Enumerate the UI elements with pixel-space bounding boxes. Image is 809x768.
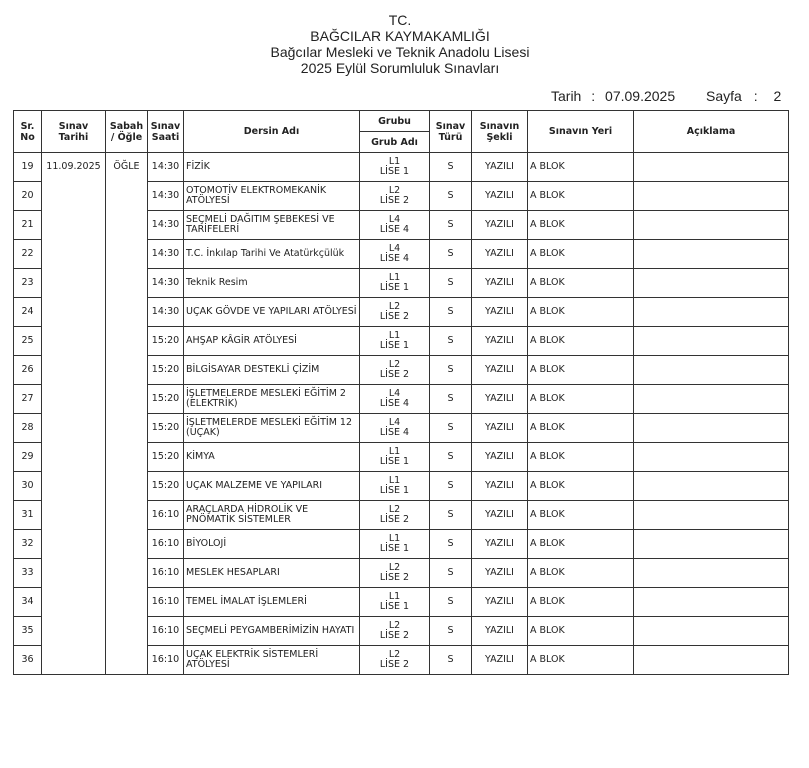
cell-session xyxy=(106,182,148,211)
table-row xyxy=(14,240,789,269)
cell-course-name: ARAÇLARDA HİDROLİK VE PNÖMATİK SİSTEMLER xyxy=(184,501,360,530)
cell-exam-date xyxy=(42,385,106,414)
table-row xyxy=(14,472,789,501)
table-row xyxy=(14,269,789,298)
group-code: L1 xyxy=(388,446,401,457)
group-code: L1 xyxy=(388,591,401,602)
cell-course-name: SEÇMELİ DAĞITIM ŞEBEKESİ VE TARİFELERİ xyxy=(184,211,360,240)
cell-exam-type: S xyxy=(430,182,472,211)
cell-exam-date xyxy=(42,356,106,385)
cell-sr-no: 19 xyxy=(14,153,42,182)
group-code: L4 xyxy=(388,214,401,225)
cell-exam-form: YAZILI xyxy=(472,646,528,675)
cell-exam-time: 14:30 xyxy=(148,269,184,298)
cell-group xyxy=(360,617,430,646)
cell-notes xyxy=(634,472,789,501)
cell-session xyxy=(106,240,148,269)
cell-session xyxy=(106,414,148,443)
cell-notes xyxy=(634,617,789,646)
cell-notes xyxy=(634,153,789,182)
cell-course-name: İŞLETMELERDE MESLEKİ EĞİTİM 12 (UÇAK) xyxy=(184,414,360,443)
col-header-session: Sabah / Öğle xyxy=(106,111,148,153)
col-header-exam-date: Sınav Tarihi xyxy=(42,111,106,153)
cell-sr-no: 25 xyxy=(14,327,42,356)
col-header-notes: Açıklama xyxy=(634,111,789,153)
cell-sr-no: 26 xyxy=(14,356,42,385)
cell-session xyxy=(106,501,148,530)
cell-group xyxy=(360,501,430,530)
cell-exam-type: S xyxy=(430,472,472,501)
cell-notes xyxy=(634,588,789,617)
cell-exam-type: S xyxy=(430,617,472,646)
cell-group xyxy=(360,385,430,414)
cell-exam-place: A BLOK xyxy=(528,182,634,211)
group-code: L1 xyxy=(388,533,401,544)
cell-exam-place: A BLOK xyxy=(528,646,634,675)
group-name: LİSE 4 xyxy=(379,253,410,264)
cell-exam-time: 14:30 xyxy=(148,182,184,211)
header-line-exam-title: 2025 Eylül Sorumluluk Sınavları xyxy=(300,60,500,76)
cell-exam-place: A BLOK xyxy=(528,356,634,385)
cell-exam-place: A BLOK xyxy=(528,385,634,414)
table-row xyxy=(14,327,789,356)
cell-notes xyxy=(634,327,789,356)
cell-exam-type: S xyxy=(430,240,472,269)
cell-exam-place: A BLOK xyxy=(528,327,634,356)
cell-notes xyxy=(634,443,789,472)
cell-exam-place: A BLOK xyxy=(528,530,634,559)
cell-sr-no: 27 xyxy=(14,385,42,414)
table-row xyxy=(14,182,789,211)
cell-sr-no: 32 xyxy=(14,530,42,559)
cell-exam-type: S xyxy=(430,153,472,182)
group-name: LİSE 1 xyxy=(379,166,410,177)
group-name: LİSE 1 xyxy=(379,340,410,351)
col-header-exam-place: Sınavın Yeri xyxy=(528,111,634,153)
cell-group xyxy=(360,211,430,240)
cell-exam-type: S xyxy=(430,385,472,414)
cell-course-name: UÇAK MALZEME VE YAPILARI xyxy=(184,472,360,501)
cell-exam-form: YAZILI xyxy=(472,269,528,298)
cell-course-name: AHŞAP KÂGİR ATÖLYESİ xyxy=(184,327,360,356)
cell-exam-time: 16:10 xyxy=(148,588,184,617)
group-code: L4 xyxy=(388,388,401,399)
cell-exam-date xyxy=(42,269,106,298)
cell-exam-form: YAZILI xyxy=(472,501,528,530)
cell-course-name: Teknik Resim xyxy=(184,269,360,298)
cell-course-name: KİMYA xyxy=(184,443,360,472)
cell-exam-place: A BLOK xyxy=(528,443,634,472)
cell-session xyxy=(106,327,148,356)
cell-exam-type: S xyxy=(430,588,472,617)
cell-group xyxy=(360,472,430,501)
group-name: LİSE 2 xyxy=(379,659,410,670)
col-header-course-name: Dersin Adı xyxy=(184,111,360,153)
table-row xyxy=(14,501,789,530)
cell-session xyxy=(106,559,148,588)
header-line-tc: TC. xyxy=(388,12,412,28)
table-row xyxy=(14,414,789,443)
group-code: L2 xyxy=(388,301,401,312)
group-name: LİSE 2 xyxy=(379,311,410,322)
cell-group xyxy=(360,646,430,675)
cell-exam-date: 11.09.2025 xyxy=(42,153,106,182)
header-line-school: Bağcılar Mesleki ve Teknik Anadolu Lisesi xyxy=(270,44,530,60)
cell-session xyxy=(106,443,148,472)
cell-session xyxy=(106,588,148,617)
date-info xyxy=(551,88,675,104)
cell-notes xyxy=(634,559,789,588)
group-name: LİSE 2 xyxy=(379,514,410,525)
cell-exam-type: S xyxy=(430,327,472,356)
group-name: LİSE 2 xyxy=(379,369,410,380)
group-name: LİSE 1 xyxy=(379,601,410,612)
page-separator: : xyxy=(753,88,758,104)
table-row xyxy=(14,443,789,472)
group-name: LİSE 2 xyxy=(379,195,410,206)
cell-course-name: MESLEK HESAPLARI xyxy=(184,559,360,588)
cell-course-name: OTOMOTİV ELEKTROMEKANİK ATÖLYESİ xyxy=(184,182,360,211)
table-row xyxy=(14,617,789,646)
date-value: 07.09.2025 xyxy=(605,88,676,104)
cell-exam-time: 15:20 xyxy=(148,472,184,501)
cell-exam-time: 15:20 xyxy=(148,356,184,385)
cell-session xyxy=(106,617,148,646)
page-number: 2 xyxy=(773,88,782,104)
cell-exam-date xyxy=(42,617,106,646)
cell-course-name: SEÇMELİ PEYGAMBERİMİZİN HAYATI xyxy=(184,617,360,646)
cell-exam-time: 16:10 xyxy=(148,530,184,559)
cell-exam-form: YAZILI xyxy=(472,588,528,617)
cell-exam-form: YAZILI xyxy=(472,530,528,559)
cell-exam-place: A BLOK xyxy=(528,588,634,617)
cell-exam-time: 14:30 xyxy=(148,211,184,240)
table-row xyxy=(14,588,789,617)
cell-exam-form: YAZILI xyxy=(472,414,528,443)
cell-exam-time: 15:20 xyxy=(148,327,184,356)
cell-exam-time: 15:20 xyxy=(148,443,184,472)
cell-group xyxy=(360,182,430,211)
cell-exam-date xyxy=(42,472,106,501)
cell-group xyxy=(360,298,430,327)
group-code: L1 xyxy=(388,272,401,283)
table-row xyxy=(14,298,789,327)
cell-session xyxy=(106,211,148,240)
cell-exam-place: A BLOK xyxy=(528,153,634,182)
cell-session xyxy=(106,385,148,414)
cell-notes xyxy=(634,356,789,385)
cell-exam-time: 14:30 xyxy=(148,240,184,269)
cell-exam-form: YAZILI xyxy=(472,240,528,269)
cell-notes xyxy=(634,269,789,298)
cell-group xyxy=(360,559,430,588)
cell-sr-no: 24 xyxy=(14,298,42,327)
cell-exam-place: A BLOK xyxy=(528,559,634,588)
cell-notes xyxy=(634,414,789,443)
cell-exam-date xyxy=(42,327,106,356)
cell-exam-type: S xyxy=(430,501,472,530)
cell-notes xyxy=(634,646,789,675)
cell-exam-form: YAZILI xyxy=(472,559,528,588)
cell-exam-type: S xyxy=(430,356,472,385)
page-label: Sayfa xyxy=(706,88,742,104)
cell-sr-no: 21 xyxy=(14,211,42,240)
cell-exam-type: S xyxy=(430,211,472,240)
cell-exam-place: A BLOK xyxy=(528,617,634,646)
col-header-sr-no: Sr. No xyxy=(14,111,42,153)
cell-group xyxy=(360,530,430,559)
group-code: L4 xyxy=(388,417,401,428)
cell-group xyxy=(360,443,430,472)
header-line-district: BAĞCILAR KAYMAKAMLIĞI xyxy=(310,28,490,44)
table-row xyxy=(14,559,789,588)
cell-sr-no: 29 xyxy=(14,443,42,472)
cell-notes xyxy=(634,530,789,559)
col-header-group: Grubu xyxy=(360,111,430,132)
group-name: LİSE 4 xyxy=(379,427,410,438)
cell-course-name: BİLGİSAYAR DESTEKLİ ÇİZİM xyxy=(184,356,360,385)
cell-exam-place: A BLOK xyxy=(528,269,634,298)
cell-session xyxy=(106,298,148,327)
table-row xyxy=(14,646,789,675)
group-code: L2 xyxy=(388,359,401,370)
cell-exam-time: 14:30 xyxy=(148,153,184,182)
cell-notes xyxy=(634,182,789,211)
cell-exam-form: YAZILI xyxy=(472,472,528,501)
cell-sr-no: 33 xyxy=(14,559,42,588)
group-name: LİSE 1 xyxy=(379,485,410,496)
group-code: L1 xyxy=(388,330,401,341)
cell-exam-date xyxy=(42,559,106,588)
cell-session: ÖĞLE xyxy=(106,153,148,182)
group-name: LİSE 2 xyxy=(379,630,410,641)
group-name: LİSE 2 xyxy=(379,572,410,583)
cell-exam-place: A BLOK xyxy=(528,472,634,501)
group-name: LİSE 4 xyxy=(379,398,410,409)
cell-exam-date xyxy=(42,646,106,675)
cell-exam-time: 15:20 xyxy=(148,385,184,414)
col-header-exam-type: Sınav Türü xyxy=(430,111,472,153)
cell-exam-place: A BLOK xyxy=(528,501,634,530)
cell-sr-no: 20 xyxy=(14,182,42,211)
date-separator: : xyxy=(591,88,596,104)
page-info xyxy=(706,88,781,104)
cell-exam-date xyxy=(42,443,106,472)
cell-exam-form: YAZILI xyxy=(472,617,528,646)
exam-schedule-table xyxy=(13,110,789,675)
cell-group xyxy=(360,356,430,385)
cell-sr-no: 28 xyxy=(14,414,42,443)
cell-exam-form: YAZILI xyxy=(472,182,528,211)
group-name: LİSE 1 xyxy=(379,456,410,467)
group-name: LİSE 4 xyxy=(379,224,410,235)
cell-exam-date xyxy=(42,182,106,211)
cell-course-name: FİZİK xyxy=(184,153,360,182)
cell-session xyxy=(106,530,148,559)
cell-exam-type: S xyxy=(430,646,472,675)
cell-exam-time: 16:10 xyxy=(148,646,184,675)
cell-notes xyxy=(634,211,789,240)
col-header-exam-time: Sınav Saati xyxy=(148,111,184,153)
group-code: L2 xyxy=(388,620,401,631)
table-row xyxy=(14,153,789,182)
group-code: L2 xyxy=(388,185,401,196)
cell-exam-time: 14:30 xyxy=(148,298,184,327)
cell-course-name: T.C. İnkılap Tarihi Ve Atatürkçülük xyxy=(184,240,360,269)
cell-course-name: TEMEL İMALAT İŞLEMLERİ xyxy=(184,588,360,617)
cell-session xyxy=(106,269,148,298)
group-name: LİSE 1 xyxy=(379,543,410,554)
cell-course-name: UÇAK ELEKTRİK SİSTEMLERİ ATÖLYESİ xyxy=(184,646,360,675)
cell-group xyxy=(360,414,430,443)
group-code: L2 xyxy=(388,649,401,660)
col-header-exam-form: Sınavın Şekli xyxy=(472,111,528,153)
cell-exam-form: YAZILI xyxy=(472,443,528,472)
cell-session xyxy=(106,646,148,675)
cell-group xyxy=(360,588,430,617)
group-name: LİSE 1 xyxy=(379,282,410,293)
cell-sr-no: 23 xyxy=(14,269,42,298)
cell-sr-no: 34 xyxy=(14,588,42,617)
cell-exam-form: YAZILI xyxy=(472,327,528,356)
col-header-group-name: Grub Adı xyxy=(360,132,430,153)
cell-course-name: UÇAK GÖVDE VE YAPILARI ATÖLYESİ xyxy=(184,298,360,327)
cell-group xyxy=(360,240,430,269)
cell-sr-no: 30 xyxy=(14,472,42,501)
cell-exam-date xyxy=(42,501,106,530)
cell-session xyxy=(106,356,148,385)
cell-exam-date xyxy=(42,588,106,617)
cell-course-name: İŞLETMELERDE MESLEKİ EĞİTİM 2 (ELEKTRİK) xyxy=(184,385,360,414)
cell-exam-place: A BLOK xyxy=(528,240,634,269)
group-code: L2 xyxy=(388,504,401,515)
group-code: L2 xyxy=(388,562,401,573)
cell-exam-form: YAZILI xyxy=(472,153,528,182)
cell-exam-time: 15:20 xyxy=(148,414,184,443)
document-header xyxy=(0,12,800,76)
cell-sr-no: 36 xyxy=(14,646,42,675)
cell-exam-form: YAZILI xyxy=(472,211,528,240)
group-code: L1 xyxy=(388,156,401,167)
cell-group xyxy=(360,327,430,356)
cell-exam-type: S xyxy=(430,269,472,298)
cell-exam-type: S xyxy=(430,530,472,559)
cell-exam-time: 16:10 xyxy=(148,559,184,588)
cell-exam-time: 16:10 xyxy=(148,617,184,646)
cell-exam-date xyxy=(42,211,106,240)
table-row xyxy=(14,530,789,559)
cell-exam-date xyxy=(42,298,106,327)
cell-exam-type: S xyxy=(430,414,472,443)
date-label: Tarih xyxy=(551,88,582,104)
cell-exam-date xyxy=(42,414,106,443)
cell-exam-form: YAZILI xyxy=(472,356,528,385)
cell-group xyxy=(360,269,430,298)
cell-exam-date xyxy=(42,530,106,559)
group-code: L1 xyxy=(388,475,401,486)
table-row xyxy=(14,211,789,240)
cell-notes xyxy=(634,240,789,269)
cell-sr-no: 31 xyxy=(14,501,42,530)
cell-exam-time: 16:10 xyxy=(148,501,184,530)
table-row xyxy=(14,356,789,385)
cell-exam-form: YAZILI xyxy=(472,298,528,327)
cell-sr-no: 22 xyxy=(14,240,42,269)
group-code: L4 xyxy=(388,243,401,254)
cell-group xyxy=(360,153,430,182)
cell-exam-form: YAZILI xyxy=(472,385,528,414)
cell-notes xyxy=(634,501,789,530)
cell-exam-place: A BLOK xyxy=(528,298,634,327)
cell-course-name: BİYOLOJİ xyxy=(184,530,360,559)
cell-exam-date xyxy=(42,240,106,269)
cell-exam-type: S xyxy=(430,559,472,588)
cell-notes xyxy=(634,385,789,414)
cell-exam-type: S xyxy=(430,443,472,472)
cell-exam-type: S xyxy=(430,298,472,327)
cell-notes xyxy=(634,298,789,327)
cell-session xyxy=(106,472,148,501)
cell-exam-place: A BLOK xyxy=(528,414,634,443)
table-row xyxy=(14,385,789,414)
cell-sr-no: 35 xyxy=(14,617,42,646)
cell-exam-place: A BLOK xyxy=(528,211,634,240)
